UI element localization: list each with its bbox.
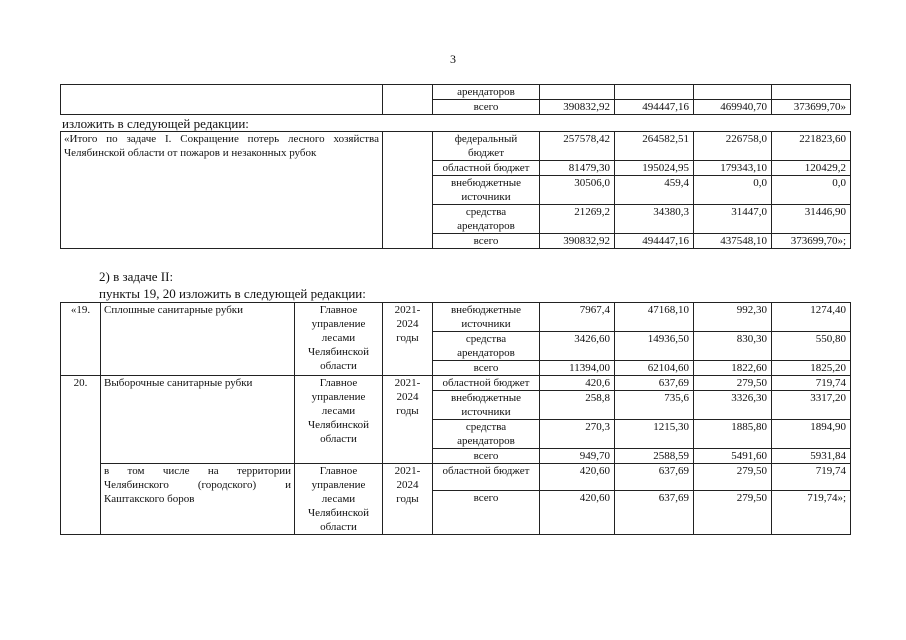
value-cell: 258,8	[540, 391, 615, 420]
value-cell: 31446,90	[772, 205, 851, 234]
instruction-paragraph: пункты 19, 20 изложить в следующей редакции:	[99, 286, 366, 301]
value-cell: 179343,10	[694, 161, 772, 176]
value-cell: 7967,4	[540, 303, 615, 332]
period-cell: 2021-2024 годы	[383, 303, 433, 376]
empty-cell	[383, 85, 433, 115]
value-cell: 11394,00	[540, 361, 615, 376]
funding-source-cell: внебюджетные источники	[433, 303, 540, 332]
value-cell: 637,69	[615, 464, 694, 491]
table-row	[61, 303, 851, 332]
funding-source-cell: областной бюджет	[433, 464, 540, 491]
value-cell: 719,74	[772, 376, 851, 391]
value-cell: 830,30	[694, 332, 772, 361]
funding-source-cell: всего	[433, 361, 540, 376]
value-cell: 373699,70»;	[772, 234, 851, 249]
table-row	[61, 464, 851, 491]
value-cell: 1894,90	[772, 420, 851, 449]
value-cell: 469940,70	[694, 100, 772, 115]
funding-source-cell: областной бюджет	[433, 161, 540, 176]
value-cell: 264582,51	[615, 132, 694, 161]
instruction-paragraph: изложить в следующей редакции:	[62, 116, 249, 131]
value-cell: 62104,60	[615, 361, 694, 376]
value-cell: 0,0	[694, 176, 772, 205]
funding-source-cell: всего	[433, 491, 540, 535]
value-cell: 637,69	[615, 491, 694, 535]
value-cell: 14936,50	[615, 332, 694, 361]
funding-source-cell: внебюджетные источники	[433, 391, 540, 420]
funding-source-cell: всего	[433, 234, 540, 249]
empty-cell	[61, 85, 383, 115]
page-number: 3	[450, 52, 456, 66]
value-cell: 257578,42	[540, 132, 615, 161]
activity-name-cell: в том числе на территории Челябинского (городского) и Каштакского боров	[101, 464, 295, 535]
value-cell: 0,0	[772, 176, 851, 205]
value-cell: 494447,16	[615, 234, 694, 249]
funding-source-cell: всего	[433, 100, 540, 115]
value-cell: 5491,60	[694, 449, 772, 464]
value-cell: 3426,60	[540, 332, 615, 361]
funding-source-cell: федеральный бюджет	[433, 132, 540, 161]
value-cell	[615, 85, 694, 100]
value-cell: 2588,59	[615, 449, 694, 464]
value-cell: 420,60	[540, 491, 615, 535]
value-cell	[540, 85, 615, 100]
value-cell: 1822,60	[694, 361, 772, 376]
executor-cell: Главное управление лесами Челябинской области	[295, 303, 383, 376]
item-number-cell: 20.	[61, 376, 101, 535]
funding-source-cell: средства арендаторов	[433, 332, 540, 361]
value-cell: 992,30	[694, 303, 772, 332]
task-heading: 2) в задаче II:	[99, 269, 174, 284]
value-cell: 3317,20	[772, 391, 851, 420]
value-cell: 719,74	[772, 464, 851, 491]
value-cell: 437548,10	[694, 234, 772, 249]
executor-cell: Главное управление лесами Челябинской области	[295, 464, 383, 535]
budget-table-top	[60, 84, 851, 115]
budget-table-items	[60, 302, 851, 535]
value-cell: 420,60	[540, 464, 615, 491]
value-cell: 34380,3	[615, 205, 694, 234]
funding-source-cell: всего	[433, 449, 540, 464]
period-cell: 2021-2024 годы	[383, 464, 433, 535]
value-cell: 221823,60	[772, 132, 851, 161]
table-row	[61, 132, 851, 161]
value-cell: 47168,10	[615, 303, 694, 332]
total-label-cell: «Итого по задаче I. Сокращение потерь лесного хозяйства Челябинской области от пожаров и незаконных рубок	[61, 132, 383, 249]
value-cell	[772, 85, 851, 100]
value-cell: 390832,92	[540, 234, 615, 249]
funding-source-cell: внебюджетные источники	[433, 176, 540, 205]
value-cell: 195024,95	[615, 161, 694, 176]
value-cell: 390832,92	[540, 100, 615, 115]
value-cell: 550,80	[772, 332, 851, 361]
period-cell: 2021-2024 годы	[383, 376, 433, 464]
value-cell: 279,50	[694, 376, 772, 391]
value-cell	[694, 85, 772, 100]
value-cell: 1885,80	[694, 420, 772, 449]
value-cell: 949,70	[540, 449, 615, 464]
table-row	[61, 85, 851, 100]
value-cell: 719,74»;	[772, 491, 851, 535]
value-cell: 120429,2	[772, 161, 851, 176]
value-cell: 279,50	[694, 491, 772, 535]
value-cell: 637,69	[615, 376, 694, 391]
value-cell: 1215,30	[615, 420, 694, 449]
value-cell: 494447,16	[615, 100, 694, 115]
value-cell: 31447,0	[694, 205, 772, 234]
funding-source-cell: средства арендаторов	[433, 420, 540, 449]
empty-cell	[383, 132, 433, 249]
budget-table-totals	[60, 131, 851, 249]
executor-cell: Главное управление лесами Челябинской области	[295, 376, 383, 464]
value-cell: 420,6	[540, 376, 615, 391]
value-cell: 30506,0	[540, 176, 615, 205]
value-cell: 279,50	[694, 464, 772, 491]
activity-name-cell: Сплошные санитарные рубки	[101, 303, 295, 376]
funding-source-cell: арендаторов	[433, 85, 540, 100]
value-cell: 1274,40	[772, 303, 851, 332]
value-cell: 373699,70»	[772, 100, 851, 115]
value-cell: 5931,84	[772, 449, 851, 464]
value-cell: 3326,30	[694, 391, 772, 420]
value-cell: 21269,2	[540, 205, 615, 234]
item-number-cell: «19.	[61, 303, 101, 376]
value-cell: 459,4	[615, 176, 694, 205]
value-cell: 270,3	[540, 420, 615, 449]
value-cell: 1825,20	[772, 361, 851, 376]
activity-name-cell: Выборочные санитарные рубки	[101, 376, 295, 464]
value-cell: 735,6	[615, 391, 694, 420]
table-row	[61, 376, 851, 391]
funding-source-cell: средства арендаторов	[433, 205, 540, 234]
value-cell: 226758,0	[694, 132, 772, 161]
funding-source-cell: областной бюджет	[433, 376, 540, 391]
value-cell: 81479,30	[540, 161, 615, 176]
